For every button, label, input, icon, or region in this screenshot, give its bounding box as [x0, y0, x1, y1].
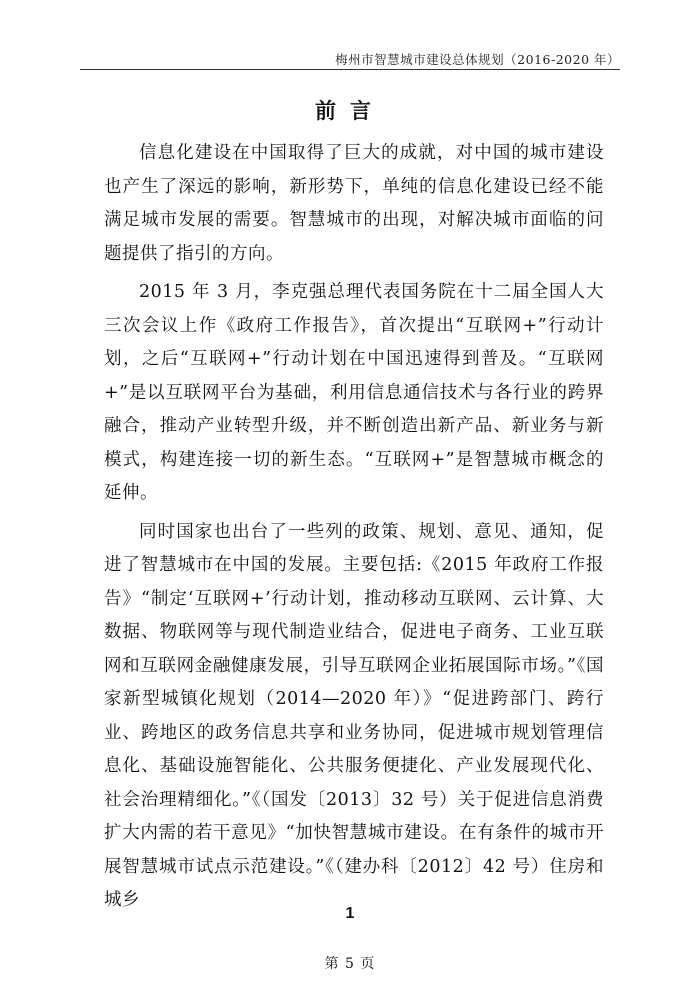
footer-page-label: 第 5 页: [324, 956, 376, 972]
running-title: 梅州市智慧城市建设总体规划（2016-2020 年）: [335, 52, 620, 67]
paragraph-intro: 信息化建设在中国取得了巨大的成就，对中国的城市建设也产生了深远的影响，新形势下，单纯的信息化建设已经不能满足城市发展的需要。智慧城市的出现，对解决城市面临的问题提供了指引的方向。: [104, 143, 604, 264]
header-rule: [80, 69, 620, 70]
paragraph-internet-plus: 2015 年 3 月，李克强总理代表国务院在十二届全国人大三次会议上作《政府工作报告》，首次提出“互联网+”行动计划，之后“互联网+”行动计划在中国迅速得到普及。“互联网+”是以互联网平台为基础，利用信息通信技术与各行业的跨界融合，推动产业转型升级，并不断创造出新产品、新业务与新模式，构建连接一切的新生态。“互联网+”是智慧城市概念的延伸。: [104, 282, 604, 503]
body-text: [104, 137, 604, 923]
page-title: 前言: [315, 98, 385, 123]
page-number: 1: [345, 905, 355, 922]
running-header: [0, 0, 700, 70]
paragraph-policies: 同时国家也出台了一些列的政策、规划、意见、通知，促进了智慧城市在中国的发展。主要包括:《2015 年政府工作报告》“制定‘互联网+’行动计划，推动移动互联网、云计算、大数据、物联网等与现代制造业结合，促进电子商务、工业互联网和互联网金融健康发展，引导互联网企业拓展国际市场。”《国家新型城镇化规划（2014—2020 年）》“促进跨部门、跨行业、跨地区的政务信息共享和业务协同，促进城市规划管理信息化、基础设施智能化、公共服务便捷化、产业发展现代化、社会治理精细化。”《（国发〔2013〕32 号）关于促进信息消费扩大内需的若干意见》“加快智慧城市建设。在有条件的城市开展智慧城市试点示范建设。”《（建办科〔2012〕42 号）住房和城乡: [104, 521, 604, 910]
